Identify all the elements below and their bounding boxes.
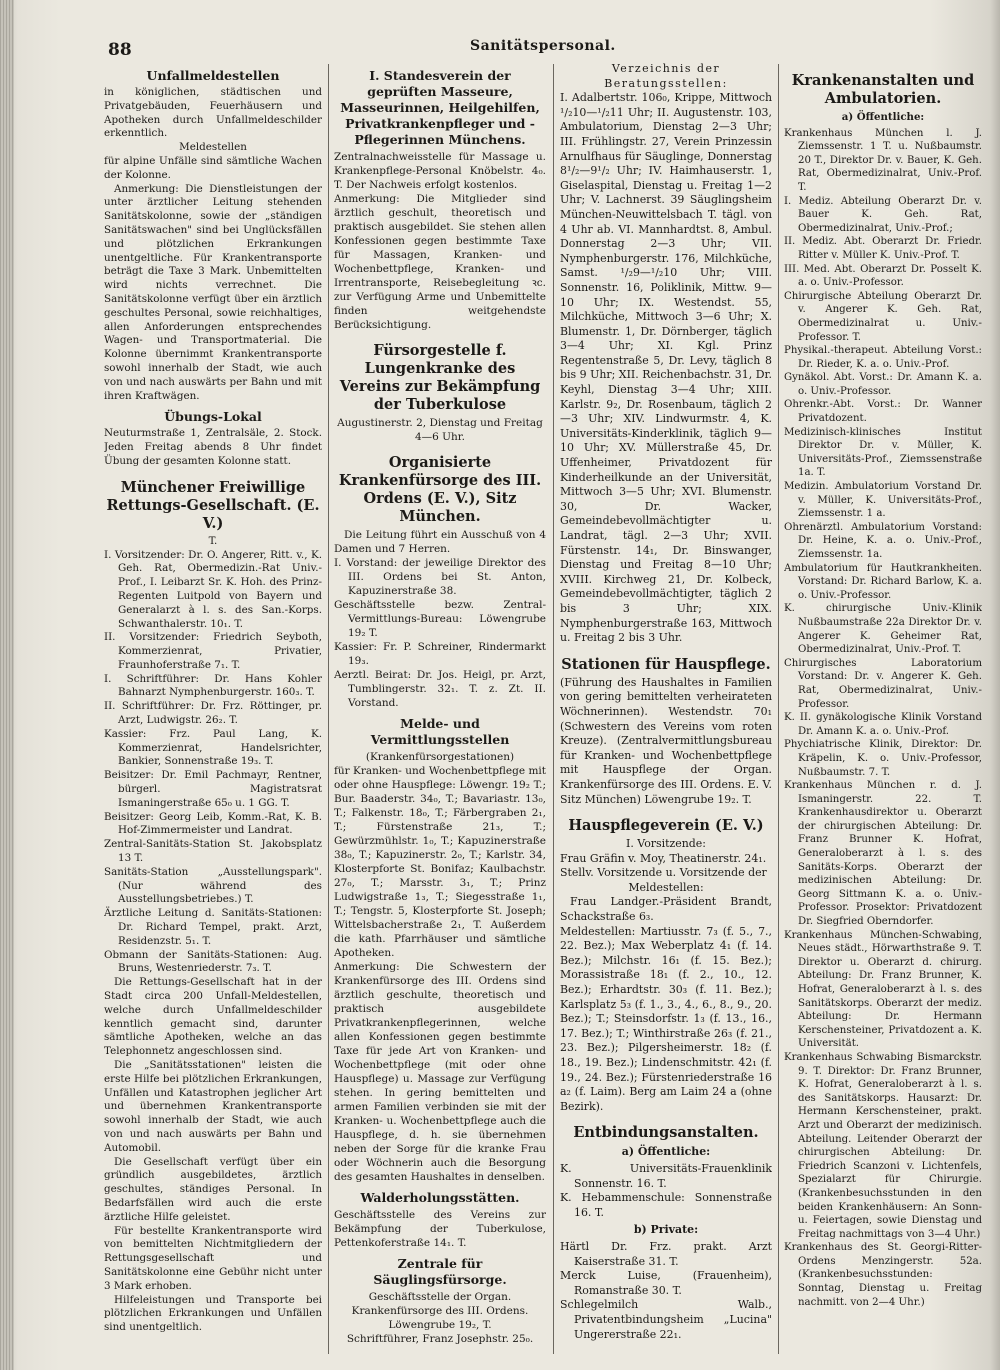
paragraph: Die Rettungs-Gesellschaft hat in der Stadt circa 200 Unfall-Meldestellen, welche durch Unfallmeldeschilder kenntlich gemacht sind, darunter sämtliche Apotheken, welche an das Telephonnetz angeschlossen sind. xyxy=(104,976,322,1058)
list-item: Härtl Dr. Frz. prakt. Arzt Kaiserstraße 31. T. xyxy=(560,1239,772,1268)
column-3 xyxy=(560,62,772,1362)
list-item: Sanitäts-Station „Ausstellungspark". (Nur während des Ausstellungsbetriebes.) T. xyxy=(104,865,322,906)
heading-beratungsstellen: Verzeichnis der Beratungsstellen: xyxy=(604,62,728,90)
telephone-mark: T. xyxy=(208,534,218,547)
heading-krankenanstalten: Krankenanstalten und Ambulatorien. xyxy=(791,72,975,107)
heading-uebungslokal: Übungs-Lokal xyxy=(164,409,262,425)
heading-krankenfuersorge: Organisierte Krankenfürsorge des III. Ordens (E. V.), Sitz München. xyxy=(338,454,542,525)
paragraph: Meldestellen: Martiusstr. 7₃ (f. 5., 7., 22. Bez.); Max Weberplatz 4₁ (f. 14. Bez.); Milchstr. 16₁ (f. 15. Bez.); Morassistraße 18₁ (f. 2., 10., 12. Bez.); Erhardtstr. 30₃ (f. 11. Bez.); Karlsplatz 5₃ (f. 1., 3., 4., 6., 8., 9., 20. Bez.); T.; Steinsdorfstr. 1₃ (f. 13., 16., 17. Bez.); T.; Winthirstraße 26₃ (f. 21., 23. Bez.); Pilgersheimerstr. 18₂ (f. 18., 19. Bez.); Lindenschmitstr. 42₁ (f. 19., 24. Bez.); Fürstenriederstraße 16 a₂ (f. Laim). Berg am Laim 24 a (ohne Bezirk). xyxy=(560,924,772,1113)
heading-stationen-hauspflege: Stationen für Hauspflege. xyxy=(561,655,771,673)
heading-rettungsgesellschaft: Münchener Freiwillige Rettungs-Gesellschaft. (E. V.) xyxy=(106,478,320,532)
heading-meldestellen: Melde- und Vermittlungsstellen xyxy=(370,716,510,747)
list-item: Schlegelmilch Walb., Privatentbindungsheim „Lucina" Ungererstraße 22₁. xyxy=(560,1298,772,1341)
list-item: Medizin. Ambulatorium Vorstand Dr. v. Müller, K. Universitäts-Prof., Ziemssenstr. 1 a. xyxy=(784,481,982,520)
list-item: Phychiatrische Klinik, Direktor: Dr. Kräpelin, K. o. Univ.-Professor, Nußbaumstr. 7. T. xyxy=(784,739,982,778)
column-2 xyxy=(334,62,546,1362)
column-rule xyxy=(778,64,779,1354)
list-item: Krankenhaus München-Schwabing, Neues städt., Hörwarthstraße 9. T. Direktor u. Oberarzt d. chirurg. Abteilung: Dr. Franz Brunner, K. Hofrat, Generaloberarzt à l. s. des Sanitätskorps. Oberarzt der mediz. Abteilung: Dr. Hermann Kerschensteiner, Privatdozent a. K. Universität. xyxy=(784,929,982,1050)
paragraph: für Kranken- und Wochenbettpflege mit oder ohne Hauspflege: Löwengr. 19₂ T.; Bur. Baaderstr. 34₀, T.; Bavariastr. 13₀, T.; Falkenstr. 18₀, T.; Färbergraben 2₁, T.; Fürstenstraße 21₃, T.; Gewürzmühlstr. 1₀, T.; Kapuzinerstraße 38₀, T.; Kapuzinerstr. 2₀, T.; Karlstr. 34, Klosterpforte St. Bonifaz; Kaulbachstr. 27₀, T.; Marsstr. 3₁, T.; Prinz Ludwigstraße 1₃, T.; Siegesstraße 1₁, T.; Tengstr. 5, Klosterpforte St. Joseph; Wittelsbacherstraße 2₁, T. Außerdem die kath. Pfarrhäuser und sämtliche Apotheken. xyxy=(334,765,546,959)
list-item: Kassier: Fr. P. Schreiner, Rindermarkt 19₃. xyxy=(334,641,546,667)
list-item: K. Universitäts-Frauenklinik Sonnenstr. 16. T. xyxy=(560,1161,772,1190)
paragraph: Hilfeleistungen und Transporte bei plötzlichen Erkrankungen und Unfällen sind unentgeltlich. xyxy=(104,1293,322,1334)
heading-hauspflegeverein: Hauspflegeverein (E. V.) xyxy=(568,817,764,835)
paragraph: Neuturmstraße 1, Zentralsäle, 2. Stock. Jeden Freitag abends 8 Uhr findet Übung der gesamten Kolonne statt. xyxy=(104,427,322,467)
column-4 xyxy=(784,62,982,1362)
paragraph: Geschäftsstelle des Vereins zur Bekämpfung der Tuberkulose, Pettenkoferstraße 14₁. T. xyxy=(334,1209,546,1249)
list-item: Zentral-Sanitäts-Station St. Jakobsplatz 13 T. xyxy=(104,838,322,865)
paragraph: Geschäftsstelle der Organ. Krankenfürsorge des III. Ordens. xyxy=(351,1291,529,1317)
list-item: K. chirurgische Univ.-Klinik Nußbaumstraße 22a Direktor Dr. v. Angerer K. Geheimer Rat, Obermedizinalrat, Univ.-Prof. T. xyxy=(784,603,982,656)
list-item: Krankenhaus München r. d. J. Ismaningerstr. 22. T. Krankenhausdirektor u. Oberarzt der chirurgischen Abteilung: Dr. Franz Brunner K. Hofrat, Generaloberarzt à l. s. des Sanitäts-Korps. Oberarzt der medizinischen Abteilung: Dr. Georg Sittmann K. a. o. Univ.-Professor. Prosektor: Privatdozent Dr. Siegfried Oberndorfer. xyxy=(784,780,982,928)
list-item: Kassier: Frz. Paul Lang, K. Kommerzienrat, Handelsrichter, Bankier, Sonnenstraße 19₃. T. xyxy=(104,727,322,768)
list-item: Krankenhaus Schwabing Bismarckstr. 9. T. Direktor: Dr. Franz Brunner, K. Hofrat, Generaloberarzt à l. s. des Sanitätskorps. Hausarzt: Dr. Hermann Kerschensteiner, prakt. Arzt und Oberarzt der medizinisch. Abteilung. Leitender Oberarzt der chirurgischen Abteilung: Dr. Friedrich Scanzoni v. Lichtenfels, Spezialarzt für Chirurgie. (Krankenbesuchsstunden in den beiden Krankenhäusern: An Sonn- u. Feiertagen, sowie Dienstag und Freitag nachmittags von 3—4 Uhr.) xyxy=(784,1051,982,1240)
list-item: Ohrenkr.-Abt. Vorst.: Dr. Wanner Privatdozent. xyxy=(784,399,982,425)
paragraph: Löwengrube 19₂, T. xyxy=(388,1319,492,1331)
list-item: Obmann der Sanitäts-Stationen: Aug. Bruns, Westenriederstr. 7₃. T. xyxy=(104,948,322,975)
subheading: I. Vorsitzende: xyxy=(626,837,706,851)
list-item: Krankenhaus des St. Georgi-Ritter-Ordens Menzingerstr. 52a. (Krankenbesuchsstunden: Sonntag, Dienstag u. Freitag nachmitt. von 2—4 Uhr.) xyxy=(784,1242,982,1308)
list-item: Chirurgische Abteilung Oberarzt Dr. v. Angerer K. Geh. Rat, Obermedizinalrat u. Univ.-Professor. T. xyxy=(784,290,982,343)
list-item: K. II. gynäkologische Klinik Vorstand Dr. Amann K. a. o. Univ.-Prof. xyxy=(784,712,982,737)
list-item: III. Med. Abt. Oberarzt Dr. Posselt K. a. o. Univ.-Professor. xyxy=(784,263,982,289)
list-item: Chirurgisches Laboratorium Vorstand: Dr. v. Angerer K. Geh. Rat, Obermedizinalrat, Univ.-Professor. xyxy=(784,657,982,710)
paragraph: Die Gesellschaft verfügt über ein gründlich ausgebildetes, ärztlich geschultes, ständiges Personal. In Bedarfsfällen wird auch die erste ärztliche Hilfe geleistet. xyxy=(104,1155,322,1223)
paragraph: Die „Sanitätsstationen" leisten die erste Hilfe bei plötzlichen Erkrankungen, Unfällen und Katastrophen jeglicher Art und übernehmen Krankentransporte sowohl innerhalb der Stadt, wie auch von und nach auswärts per Bahn und Automobil. xyxy=(104,1059,322,1154)
list-item: Beisitzer: Georg Leib, Komm.-Rat, K. B. Hof-Zimmermeister und Landrat. xyxy=(104,810,322,837)
list-item: II. Mediz. Abt. Oberarzt Dr. Friedr. Ritter v. Müller K. Univ.-Prof. T. xyxy=(784,236,982,261)
subheading: Meldestellen xyxy=(179,141,247,154)
list-item: II. Schriftführer: Dr. Frz. Röttinger, pr. Arzt, Ludwigstr. 26₂. T. xyxy=(104,700,322,727)
list-item: Merck Luise, (Frauenheim), Romanstraße 30. T. xyxy=(560,1269,772,1297)
running-head: Sanitätspersonal. xyxy=(470,38,616,54)
note-paragraph: Anmerkung: Die Dienstleistungen der unter ärztlicher Leitung stehenden Sanitätskolonne, sowie der „ständigen Sanitätswachen" sind bei Unglücksfällen und plötzlichen Erkrankungen unentgeltliche. Für Krankentransporte beträgt die Taxe 3 Mark. Unbemittelten wird nichts verrechnet. Die Sanitätskolonne verfügt über ein ärztlich geschultes Personal, sowie reichhaltiges, allen Anforderungen entsprechendes Wagen- und Transportmaterial. Die Kolonne übernimmt Krankentransporte sowohl innerhalb der Stadt, wie auch von und nach auswärts per Bahn und mit ihren Kraftwägen. xyxy=(104,182,322,402)
subheading: a) Öffentliche: xyxy=(841,111,925,123)
list-item: I. Vorsitzender: Dr. O. Angerer, Ritt. v., K. Geh. Rat, Obermedizin.-Rat Univ.-Prof., I. Leibarzt Sr. K. Hoh. des Prinz-Regenten Luitpold von Bayern und Generalarzt à l. s. des San.-Korps. Schwanthalerstr. 10₁. T. xyxy=(104,548,322,630)
paragraph: Frau Gräfin v. Moy, Theatinerstr. 24₁. xyxy=(560,851,767,865)
paragraph: Zentralnachweisstelle für Massage u. Krankenpflege-Personal Knöbelstr. 4₀. T. Der Nachweis erfolgt kostenlos. xyxy=(334,151,546,191)
book-gutter xyxy=(0,0,14,1370)
paragraph: Augustinerstr. 2, Dienstag und Freitag 4—6 Uhr. xyxy=(337,417,543,443)
list-item: II. Vorsitzender: Friedrich Seyboth, Kommerzienrat, Privatier, Fraunhoferstraße 7₁. T. xyxy=(104,631,322,671)
paragraph: Schriftführer, Franz Josephstr. 25₀. xyxy=(346,1333,534,1345)
subheading: (Krankenfürsorgestationen) xyxy=(365,751,515,763)
paragraph: I. Adalbertstr. 106₀, Krippe, Mittwoch ¹/₂10—¹/₂11 Uhr; II. Augustenstr. 103, Ambulatorium, Dienstag 2—3 Uhr; III. Frühlingstr. 27, Verein Prinzessin Arnulfhaus für Säuglinge, Donnerstag 8¹/₂—9¹/₂ Uhr; IV. Haimhauserstr. 1, Giselaspital, Dienstag u. Freitag 1—2 Uhr; V. Lachnerst. 39 Säuglingsheim München-Neuwittelsbach T. tägl. von 4 Uhr ab. VI. Mannhardtst. 8, Ambul. Donnerstag 2—3 Uhr; VII. Nymphenburgerstr. 176, Milchküche, Samst. ¹/₂9—¹/₂10 Uhr; VIII. Sonnenstr. 16, Poliklinik, Mittw. 9—10 Uhr; IX. Westendst. 55, Milchküche, Mittwoch 3—6 Uhr; X. Blumenstr. 1, Dr. Dörnberger, täglich 3—4 Uhr; XI. Kgl. Prinz Regentenstraße 5, Dr. Levy, täglich 8 bis 9 Uhr; XII. Reichenbachstr. 31, Dr. Keyhl, Dienstag 3—4 Uhr; XIII. Karlstr. 9₂, Dr. Rosenbaum, täglich 2—3 Uhr; XIV. Lindwurmstr. 4, K. Universitäts-Kinderklinik, täglich 9—10 Uhr; XV. Müllerstraße 45, Dr. Uffenheimer, Privatdozent für Kinderheilkunde an der Universität, Mittwoch 3—5 Uhr; XVI. Blumenstr. 30, Dr. Wacker, Gemeindebevollmächtigter u. Landrat, tägl. 2—3 Uhr; XVII. Fürstenstr. 14₁, Dr. Binswanger, Dienstag und Freitag 8—10 Uhr; XVIII. Kirchweg 21, Dr. Kolbeck, Gemeindebevollmächtigter, täglich 2 bis 3 Uhr; XIX. Nymphenburgerstraße 163, Mittwoch u. Freitag 2 bis 3 Uhr. xyxy=(560,91,772,645)
heading-walderholung: Walderholungsstätten. xyxy=(360,1190,520,1205)
page-number: 88 xyxy=(108,40,132,60)
list-item: Krankenhaus München l. J. Ziemssenstr. 1 T. u. Nußbaumstr. 20 T., Direktor Dr. v. Bauer, K. Geh. Rat, Obermedizinalrat, Univ.-Prof. T. xyxy=(784,127,982,193)
heading-entbindungsanstalten: Entbindungsanstalten. xyxy=(573,1124,759,1142)
subheading: Meldestellen: xyxy=(628,880,704,894)
note-paragraph: Anmerkung: Die Schwestern der Krankenfürsorge des III. Ordens sind ärztlich geschulte, theoretisch und praktisch ausgebildete Privatkrankenpflegerinnen, welche allen Konfessionen gegen bestimmte Taxe für jede Art von Kranken- und Wochenbettpflege (mit oder ohne Hauspflege) u. Massage zur Verfügung stehen. In gering bemittelten und armen Familien verbinden sie mit der Kranken- u. Wochenbettpflege auch die Hauspflege, d. h. sie übernehmen neben der Sorge für die kranke Frau oder Wöchnerin auch die Besorgung des gesamten Haushaltes in denselben. xyxy=(334,961,546,1183)
list-item: Medizinisch-klinisches Institut Direktor Dr. v. Müller, K. Universitäts-Prof., Ziemssenstraße 1a. T. xyxy=(784,426,982,479)
list-item: I. Schriftführer: Dr. Hans Kohler Bahnarzt Nymphenburgerstr. 160₃. T. xyxy=(104,672,322,699)
heading-saeuglingsfuersorge: Zentrale für Säuglingsfürsorge. xyxy=(373,1256,507,1287)
paragraph: Stellv. Vorsitzende u. Vorsitzende der xyxy=(560,866,767,880)
list-item: I. Mediz. Abteilung Oberarzt Dr. v. Bauer K. Geh. Rat, Obermedizinalrat, Univ.-Prof.; xyxy=(784,195,982,234)
list-item: Ohrenärztl. Ambulatorium Vorstand: Dr. Heine, K. a. o. Univ.-Prof., Ziemssenstr. 1a. xyxy=(784,521,982,560)
paragraph: Die Leitung führt ein Ausschuß von 4 Damen und 7 Herren. xyxy=(334,529,546,555)
list-item: I. Vorstand: der jeweilige Direktor des III. Ordens bei St. Anton, Kapuzinerstraße 38. xyxy=(334,557,546,597)
subheading: a) Öffentliche: xyxy=(621,1145,711,1159)
column-rule xyxy=(553,64,554,1354)
list-item: Aerztl. Beirat: Dr. Jos. Heigl, pr. Arzt, Tumblingerstr. 32₁. T. z. Zt. II. Vorstand. xyxy=(334,669,546,709)
column-rule xyxy=(328,64,329,1354)
paragraph: (Führung des Haushaltes in Familien von gering bemittelten verheirateten Wöchnerinnen). Westendstr. 70₁ (Schwestern des Vereins vom roten Kreuze). (Zentralvermittlungsbureau für Kranken- und Wochenbettpflege mit Hauspflege der Organ. Krankenfürsorge des III. Ordens. E. V. Sitz München) Löwengrube 19₂. T. xyxy=(560,675,772,806)
paragraph: Frau Landger.-Präsident Brandt, Schackstraße 6₃. xyxy=(560,895,772,924)
paragraph: in königlichen, städtischen und Privatgebäuden, Feuerhäusern und Apotheken durch Unfallmeldeschilder erkenntlich. xyxy=(104,86,322,140)
heading-standesverein: I. Standesverein der geprüften Masseure, Masseurinnen, Heilgehilfen, Privatkrankenpfleger und -Pflegerinnen Münchens. xyxy=(340,68,540,147)
list-item: K. Hebammenschule: Sonnenstraße 16. T. xyxy=(560,1191,772,1219)
heading-fuersorgestelle: Fürsorgestelle f. Lungenkranke des Vereins zur Bekämpfung der Tuberkulose xyxy=(339,342,541,413)
heading-unfallmeldestellen: Unfallmeldestellen xyxy=(146,68,280,83)
list-item: Geschäftsstelle bezw. Zentral-Vermittlungs-Bureau: Löwengrube 19₂ T. xyxy=(334,599,546,639)
subheading: b) Private: xyxy=(633,1223,699,1237)
note-paragraph: Anmerkung: Die Mitglieder sind ärztlich geschult, theoretisch und praktisch ausgebildet. Sie stehen allen Konfessionen gegen bestimmte Taxe für Massagen, Kranken- und Wochenbettpflege, Kranken- und Irrentransporte, Reisebegleitung ꝛc. zur Verfügung Arme und Unbemittelte finden weitgehendste Berücksichtigung. xyxy=(334,193,546,331)
list-item: Ambulatorium für Hautkrankheiten. Vorstand: Dr. Richard Barlow, K. a. o. Univ.-Professor. xyxy=(784,562,982,601)
list-item: Ärztliche Leitung d. Sanitäts-Stationen: Dr. Richard Tempel, prakt. Arzt, Residenzstr. 5₁. T. xyxy=(104,907,322,947)
list-item: Beisitzer: Dr. Emil Pachmayr, Rentner, bürgerl. Magistratsrat Ismaningerstraße 65₀ u. 1 GG. T. xyxy=(104,769,322,809)
list-item: Gynäkol. Abt. Vorst.: Dr. Amann K. a. o. Univ.-Professor. xyxy=(784,372,982,397)
paragraph: Für bestellte Krankentransporte wird von bemittelten Nichtmitgliedern der Rettungsgesellschaft und Sanitätskolonne eine Gebühr nicht unter 3 Mark erhoben. xyxy=(104,1224,322,1292)
list-item: Physikal.-therapeut. Abteilung Vorst.: Dr. Rieder, K. a. o. Univ.-Prof. xyxy=(784,345,982,370)
paragraph: für alpine Unfälle sind sämtliche Wachen der Kolonne. xyxy=(104,154,322,181)
column-1 xyxy=(104,62,322,1362)
